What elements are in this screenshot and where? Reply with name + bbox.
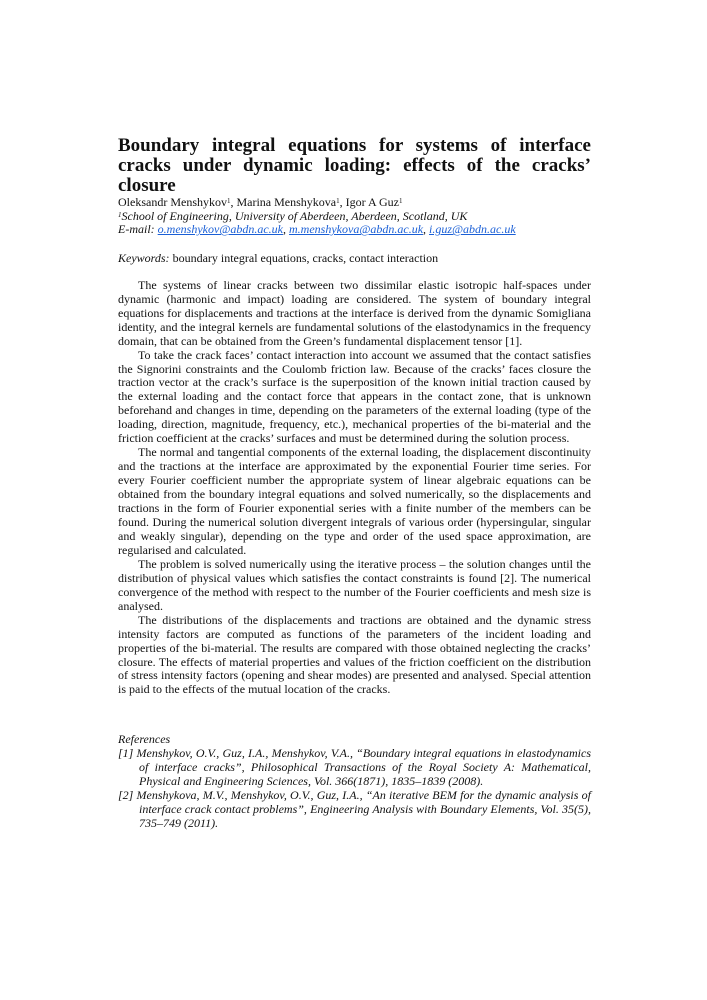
paragraph: The distributions of the displacements and tractions are obtained and the dynamic stress intensity factors are computed as functions of the parameters of the incident loading and properties of the bi-material. The results are compared with those obtained neglecting the cracks’ closure. The effects of material properties and values of the friction coefficient on the distribution of stress intensity factors (opening and shear modes) are presented and analysed. Special attention is paid to the effects of the mutual location of the cracks. <box>118 612 591 697</box>
affiliation <box>118 210 591 224</box>
references <box>118 733 591 830</box>
author-affiliation-mark: 1 <box>398 197 403 205</box>
paragraph: The systems of linear cracks between two dissimilar elastic isotropic half-spaces under dynamic (harmonic and impact) loading are considered. The system of boundary integral equations for displacements and tractions at the interface is derived from the dynamic Somigliana identity, and the integral kernels are fundamental solutions of the elastodynamics in the frequency domain, that can be obtained from the Green’s fundamental displacement tensor [1]. <box>118 277 591 348</box>
email-link[interactable]: m.menshykova@abdn.ac.uk <box>289 222 424 237</box>
author-name: Igor A Guz <box>345 195 399 209</box>
keywords <box>118 251 591 265</box>
author-affiliation-mark: 1 <box>226 197 231 205</box>
abstract-body <box>118 279 591 698</box>
reference-item: [1] Menshykov, O.V., Guz, I.A., Menshykov, V.A., “Boundary integral equations in elastodynamics of interface cracks”, Philosophical Transactions of the Royal Society A: Mathematical, Physical and Engineering Sciences, Vol. 366(1871), 1835–1839 (2008). <box>118 746 591 789</box>
email-link[interactable]: o.menshykov@abdn.ac.uk <box>157 222 284 237</box>
paragraph: To take the crack faces’ contact interaction into account we assumed that the contact satisfies the Signorini constraints and the Coulomb friction law. Because of the cracks’ faces closure the traction vector at the crack’s surface is the superposition of the known initial traction caused by the external loading and the contact force that appears in the contact zone, that is unknown beforehand and changes in time, depending on the parameters of the external loading (type of the loading, direction, magnitude, frequency, etc.), mechanical properties of the bi-material and the friction coefficient at the cracks’ surfaces and must be determined during the solution process. <box>118 347 591 446</box>
paragraph: The normal and tangential components of the external loading, the displacement discontinuity and the tractions at the interface are approximated by the exponential Fourier time series. For every Fourier coefficient number the appropriate system of linear algebraic equations can be obtained from the boundary integral equations and solved numerically, so the displacements and tractions in the form of Fourier exponential series with a finite number of the members can be found. During the numerical solution divergent integrals of various order (hypersingular, singular and weakly singular), depending on the type and order of the used space approximation, are regularised and calculated. <box>118 445 591 557</box>
paper-page <box>118 136 591 831</box>
email-label: E-mail <box>118 222 151 237</box>
keywords-label: Keywords: <box>118 250 170 265</box>
authors: Oleksandr Menshykov$^1$, Marina Menshykova$^1$, Igor A Guz$^1$ <box>118 195 403 209</box>
affiliation-mark: 1 <box>118 210 122 219</box>
author-name: Marina Menshykova <box>236 195 337 209</box>
author-name: Oleksandr Menshykov <box>118 195 227 209</box>
author-affiliation-mark: 1 <box>336 197 340 205</box>
paragraph: The problem is solved numerically using the iterative process – the solution changes until the distribution of physical values which satisfies the contact constraints is found [2]. The numerical convergence of the method with respect to the number of the Fourier coefficients and mesh size is analysed. <box>118 556 591 613</box>
email-link[interactable]: i.guz@abdn.ac.uk <box>429 222 516 237</box>
keywords-text: boundary integral equations, cracks, contact interaction <box>172 250 439 265</box>
paper-title: Boundary integral equations for systems of interface cracks under dynamic loading: effects of the cracks’ closure <box>118 135 591 196</box>
reference-item: [2] Menshykova, M.V., Menshykov, O.V., Guz, I.A., “An iterative BEM for the dynamic analysis of interface crack contact problems”, Engineering Analysis with Boundary Elements, Vol. 35(5), 735–749 (2011). <box>118 788 591 830</box>
affiliation-text: School of Engineering, University of Aberdeen, Aberdeen, Scotland, UK <box>121 208 468 223</box>
email-line: E-mail: o.menshykov@abdn.ac.uk, m.menshykova@abdn.ac.uk, i.guz@abdn.ac.uk <box>118 222 516 237</box>
references-heading: References <box>118 732 171 747</box>
